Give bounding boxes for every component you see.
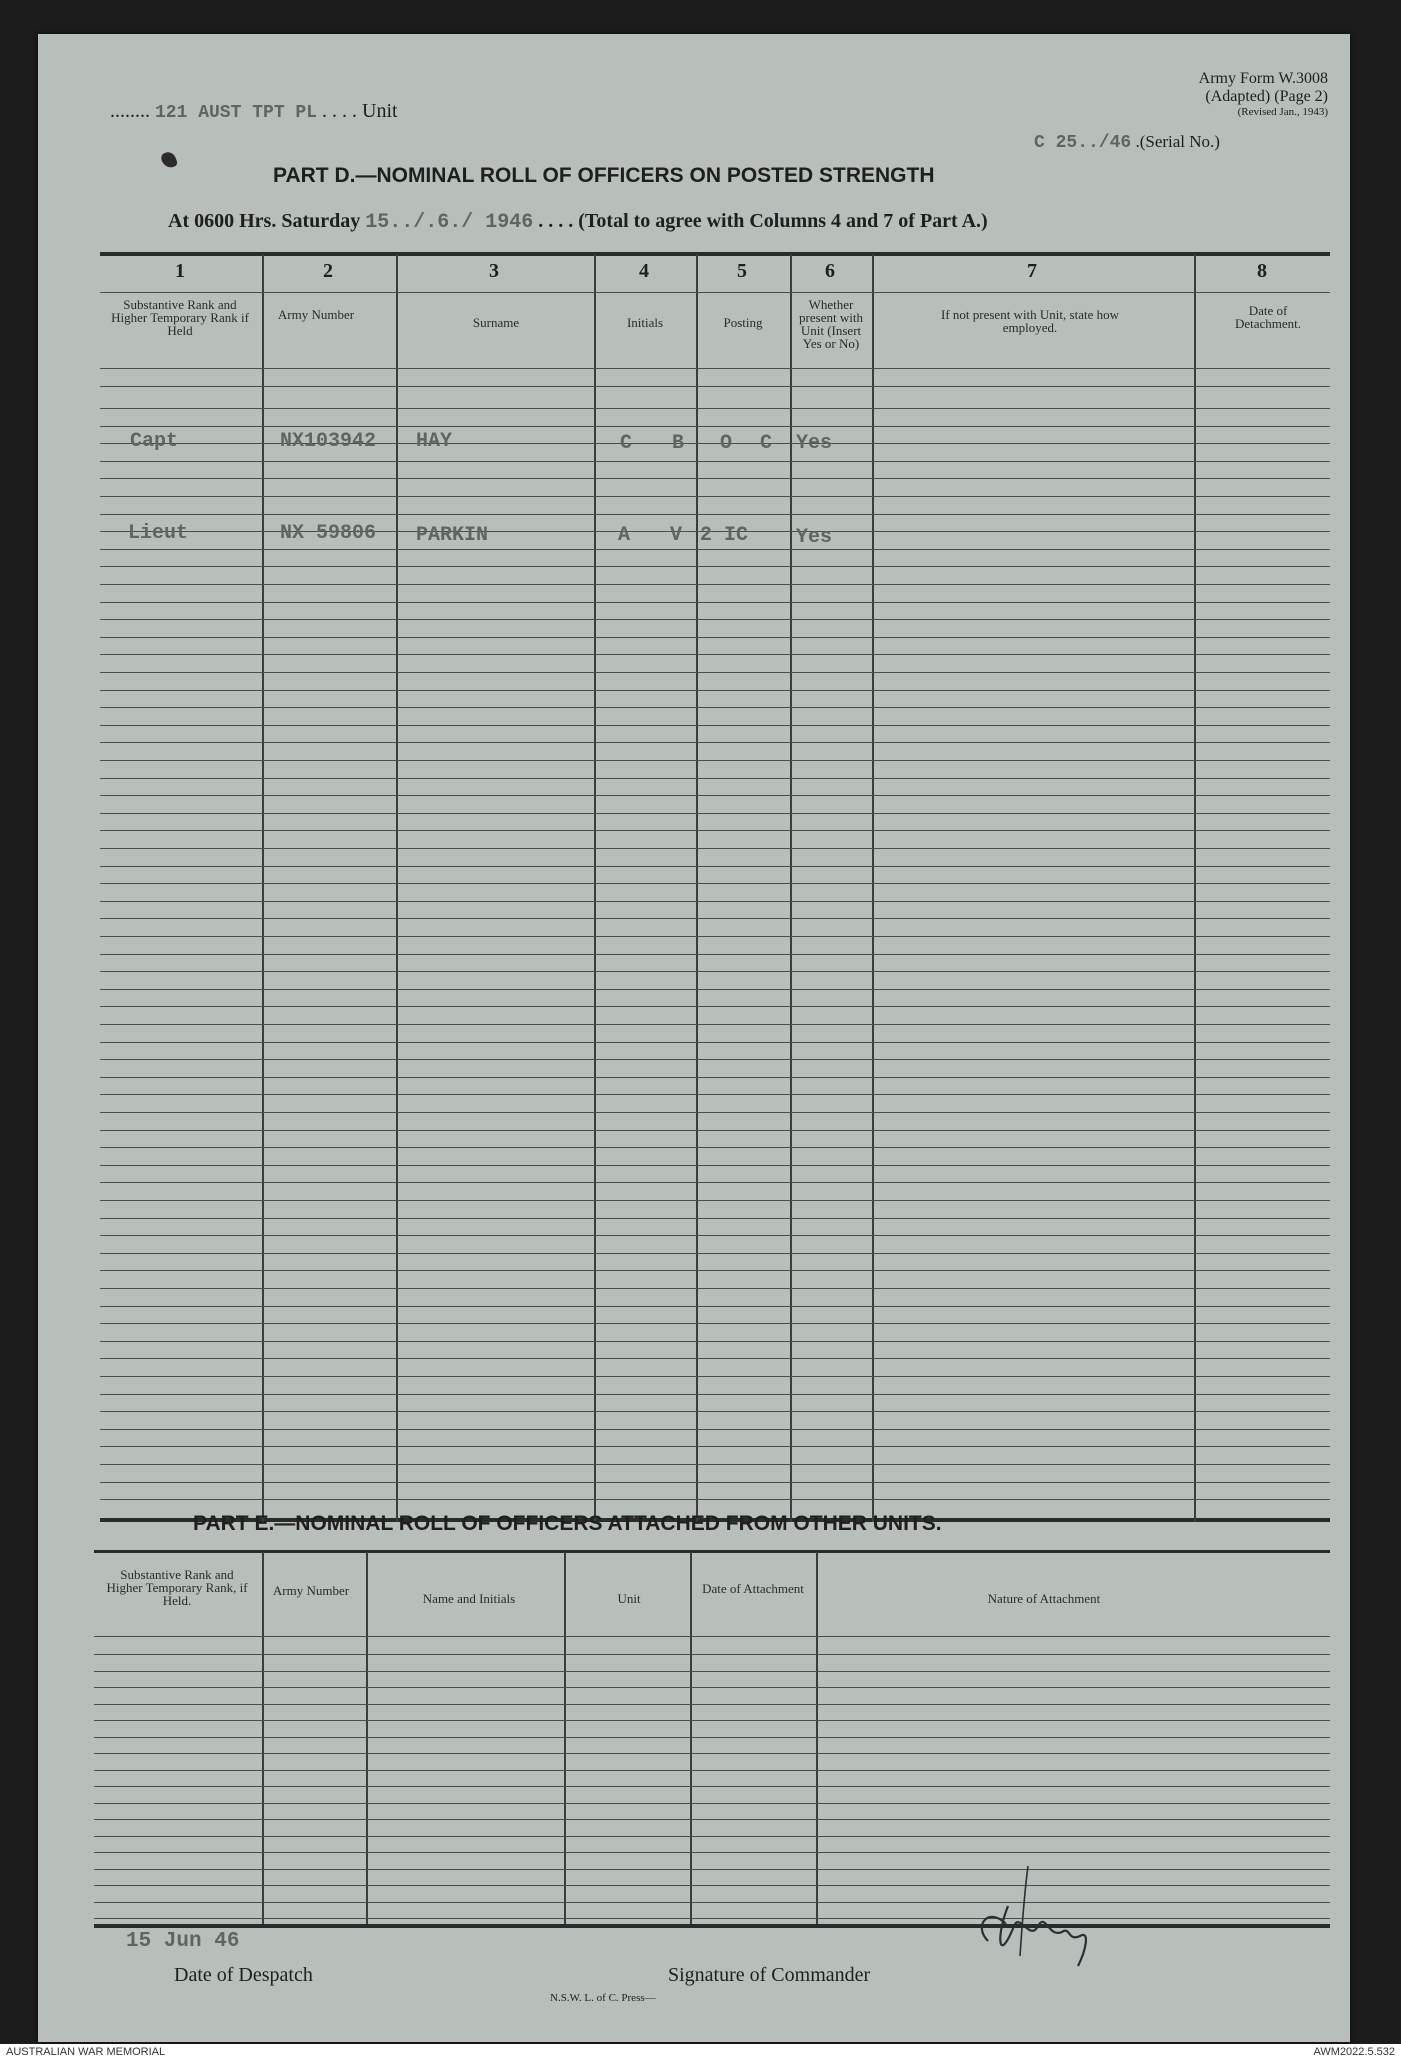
part-d-row-rule xyxy=(100,478,1330,479)
unit-value: 121 AUST TPT PL xyxy=(155,103,318,123)
part-d-row-rule xyxy=(100,883,1330,884)
part-d-row-rule xyxy=(100,566,1330,567)
part-e-row-rule xyxy=(94,1654,1330,1655)
part-d-row-rule xyxy=(100,778,1330,779)
part-d-row-rule xyxy=(100,1235,1330,1236)
col-num-8: 8 xyxy=(1257,260,1267,282)
part-d-row-rule xyxy=(100,637,1330,638)
part-d-row-rule xyxy=(100,1376,1330,1377)
part-d-row-rule xyxy=(100,426,1330,427)
col-num-7: 7 xyxy=(1027,260,1037,282)
part-d-row-rule xyxy=(100,813,1330,814)
part-d-row-rule xyxy=(100,1446,1330,1447)
part-e-row-rule xyxy=(94,1803,1330,1804)
e-header-unit: Unit xyxy=(617,1591,641,1606)
e-header-date-attachment: Date of Attachment xyxy=(702,1581,804,1596)
col-num-1: 1 xyxy=(175,260,185,282)
part-d-row-rule xyxy=(100,1042,1330,1043)
part-d-row-rule xyxy=(100,408,1330,409)
row-1-army-number: NX103942 xyxy=(280,430,377,453)
part-d-header-rule xyxy=(100,292,1330,293)
unit-dots: ........ xyxy=(110,100,150,122)
col-header-surname: Surname xyxy=(472,315,520,330)
part-d-row-rule xyxy=(100,672,1330,673)
part-d-row-rule xyxy=(100,1147,1330,1148)
part-d-row-rule xyxy=(100,1358,1330,1359)
part-d-row-rule xyxy=(100,742,1330,743)
col-header-rank: Substantive Rank and Higher Temporary Rank if Held xyxy=(111,297,249,338)
part-d-row-rule xyxy=(100,584,1330,585)
form-page xyxy=(38,34,1350,2042)
part-d-row-rule xyxy=(100,901,1330,902)
part-d-row-rule xyxy=(100,1077,1330,1078)
part-d-date-line xyxy=(168,210,988,234)
part-e-row-rule xyxy=(94,1737,1330,1738)
row-2-initials: A V xyxy=(618,524,697,547)
unit-label: . . . . Unit xyxy=(322,100,398,122)
archive-left-label: AUSTRALIAN WAR MEMORIAL xyxy=(6,2046,166,2058)
part-e-row-rule xyxy=(94,1753,1330,1754)
part-d-row-rule xyxy=(100,918,1330,919)
archive-id: AWM2022.5.532 xyxy=(1313,2046,1395,2058)
col-header-date-detachment: Date of Detachment. xyxy=(1234,303,1302,331)
part-d-row-rule xyxy=(100,461,1330,462)
col-header-posting: Posting xyxy=(723,315,763,330)
unit-line xyxy=(110,100,398,123)
e-header-name-initials: Name and Initials xyxy=(422,1591,516,1606)
row-1-present: Yes xyxy=(796,432,833,455)
part-d-row-rule xyxy=(100,725,1330,726)
part-e-row-rule xyxy=(94,1720,1330,1721)
part-d-row-rule xyxy=(100,795,1330,796)
part-d-column-rule xyxy=(396,254,398,1522)
part-d-row-rule xyxy=(100,690,1330,691)
col-num-4: 4 xyxy=(639,260,649,282)
part-d-row-rule xyxy=(100,954,1330,955)
date-value: 15../.6./ 1946 xyxy=(365,211,534,234)
e-header-nature-attachment: Nature of Attachment xyxy=(987,1591,1101,1606)
part-d-row-rule xyxy=(100,830,1330,831)
form-title: Army Form W.3008 xyxy=(1198,70,1328,87)
part-d-row-rule xyxy=(100,1130,1330,1131)
form-adapted: (Adapted) (Page 2) xyxy=(1205,88,1328,105)
part-d-row-rule xyxy=(100,368,1330,369)
form-revised: (Revised Jan., 1943) xyxy=(1237,106,1328,118)
col-num-3: 3 xyxy=(489,260,499,282)
part-d-row-rule xyxy=(100,1200,1330,1201)
part-d-row-rule xyxy=(100,1411,1330,1412)
part-d-row-rule xyxy=(100,386,1330,387)
date-suffix: . . . . (Total to agree with Columns 4 and 7 of Part A.) xyxy=(538,210,988,232)
printer-line: N.S.W. L. of C. Press— xyxy=(550,1992,656,2004)
row-1-posting: O C xyxy=(720,432,781,455)
part-d-row-rule xyxy=(100,936,1330,937)
serial-label: .(Serial No.) xyxy=(1135,132,1220,151)
part-d-column-rule xyxy=(594,254,596,1522)
col-header-how-employed: If not present with Unit, state how employed. xyxy=(941,307,1119,335)
part-d-row-rule xyxy=(100,760,1330,761)
row-2-posting: 2 IC xyxy=(700,524,749,547)
part-d-row-rule xyxy=(100,654,1330,655)
part-d-row-rule xyxy=(100,1218,1330,1219)
e-header-rank: Substantive Rank and Higher Temporary Rank, if Held. xyxy=(106,1567,248,1608)
row-2-rank: Lieut xyxy=(128,522,189,545)
part-d-table xyxy=(100,252,1330,1522)
part-e-row-rule xyxy=(94,1836,1330,1837)
part-d-row-rule xyxy=(100,1182,1330,1183)
col-header-present: Whether present with Unit (Insert Yes or No) xyxy=(799,297,863,351)
part-d-row-rule xyxy=(100,848,1330,849)
serial-line xyxy=(1034,132,1220,153)
punch-hole-mark xyxy=(160,150,179,170)
part-d-column-rule xyxy=(790,254,792,1522)
part-d-row-rule xyxy=(100,1323,1330,1324)
part-d-row-rule xyxy=(100,1464,1330,1465)
part-d-row-rule xyxy=(100,1270,1330,1271)
col-num-5: 5 xyxy=(737,260,747,282)
date-prefix: At 0600 Hrs. Saturday xyxy=(168,210,361,232)
part-d-row-rule xyxy=(100,496,1330,497)
part-d-row-rule xyxy=(100,549,1330,550)
part-e-row-rule xyxy=(94,1671,1330,1672)
archive-strip xyxy=(0,2044,1401,2061)
part-d-title: PART D.—NOMINAL ROLL OF OFFICERS ON POSTED STRENGTH xyxy=(273,164,935,187)
col-header-army-number: Army Number xyxy=(277,307,355,322)
part-d-column-rule xyxy=(1194,254,1196,1522)
part-d-row-rule xyxy=(100,1288,1330,1289)
part-d-row-rule xyxy=(100,1024,1330,1025)
serial-value: C 25../46 xyxy=(1034,133,1132,153)
part-e-row-rule xyxy=(94,1636,1330,1637)
despatch-date-value: 15 Jun 46 xyxy=(126,1930,240,1953)
part-d-row-rule xyxy=(100,1112,1330,1113)
part-e-title: PART E.—NOMINAL ROLL OF OFFICERS ATTACHED FROM OTHER UNITS. xyxy=(193,1512,942,1535)
part-d-row-rule xyxy=(100,1482,1330,1483)
col-num-2: 2 xyxy=(323,260,333,282)
part-d-row-rule xyxy=(100,1059,1330,1060)
part-d-row-rule xyxy=(100,1306,1330,1307)
col-num-6: 6 xyxy=(825,260,835,282)
part-e-row-rule xyxy=(94,1786,1330,1787)
part-e-row-rule xyxy=(94,1770,1330,1771)
part-d-row-rule xyxy=(100,1341,1330,1342)
part-d-column-rule xyxy=(872,254,874,1522)
part-d-row-rule xyxy=(100,602,1330,603)
part-d-row-rule xyxy=(100,619,1330,620)
despatch-date-label: Date of Despatch xyxy=(174,1964,313,1986)
part-d-column-rule xyxy=(262,254,264,1522)
signature-label: Signature of Commander xyxy=(668,1964,871,1986)
row-2-surname: PARKIN xyxy=(416,524,489,547)
commander-signature xyxy=(918,1846,1178,1986)
row-2-present: Yes xyxy=(796,526,833,549)
part-d-row-rule xyxy=(100,514,1330,515)
part-d-row-rule xyxy=(100,989,1330,990)
part-d-row-rule xyxy=(100,1429,1330,1430)
part-e-row-rule xyxy=(94,1819,1330,1820)
part-d-row-rule xyxy=(100,1165,1330,1166)
part-e-row-rule xyxy=(94,1704,1330,1705)
row-1-initials: C B xyxy=(620,432,699,455)
part-d-row-rule xyxy=(100,866,1330,867)
part-d-row-rule xyxy=(100,1253,1330,1254)
part-d-row-rule xyxy=(100,707,1330,708)
part-d-row-rule xyxy=(100,1006,1330,1007)
row-2-army-number: NX 59806 xyxy=(280,522,377,545)
col-header-initials: Initials xyxy=(626,315,664,330)
row-1-rank: Capt xyxy=(130,430,179,453)
part-d-row-rule xyxy=(100,971,1330,972)
part-d-row-rule xyxy=(100,1499,1330,1500)
row-1-surname: HAY xyxy=(416,430,453,453)
part-e-row-rule xyxy=(94,1687,1330,1688)
part-d-row-rule xyxy=(100,1094,1330,1095)
part-d-row-rule xyxy=(100,1394,1330,1395)
e-header-army-number: Army Number xyxy=(272,1583,350,1598)
